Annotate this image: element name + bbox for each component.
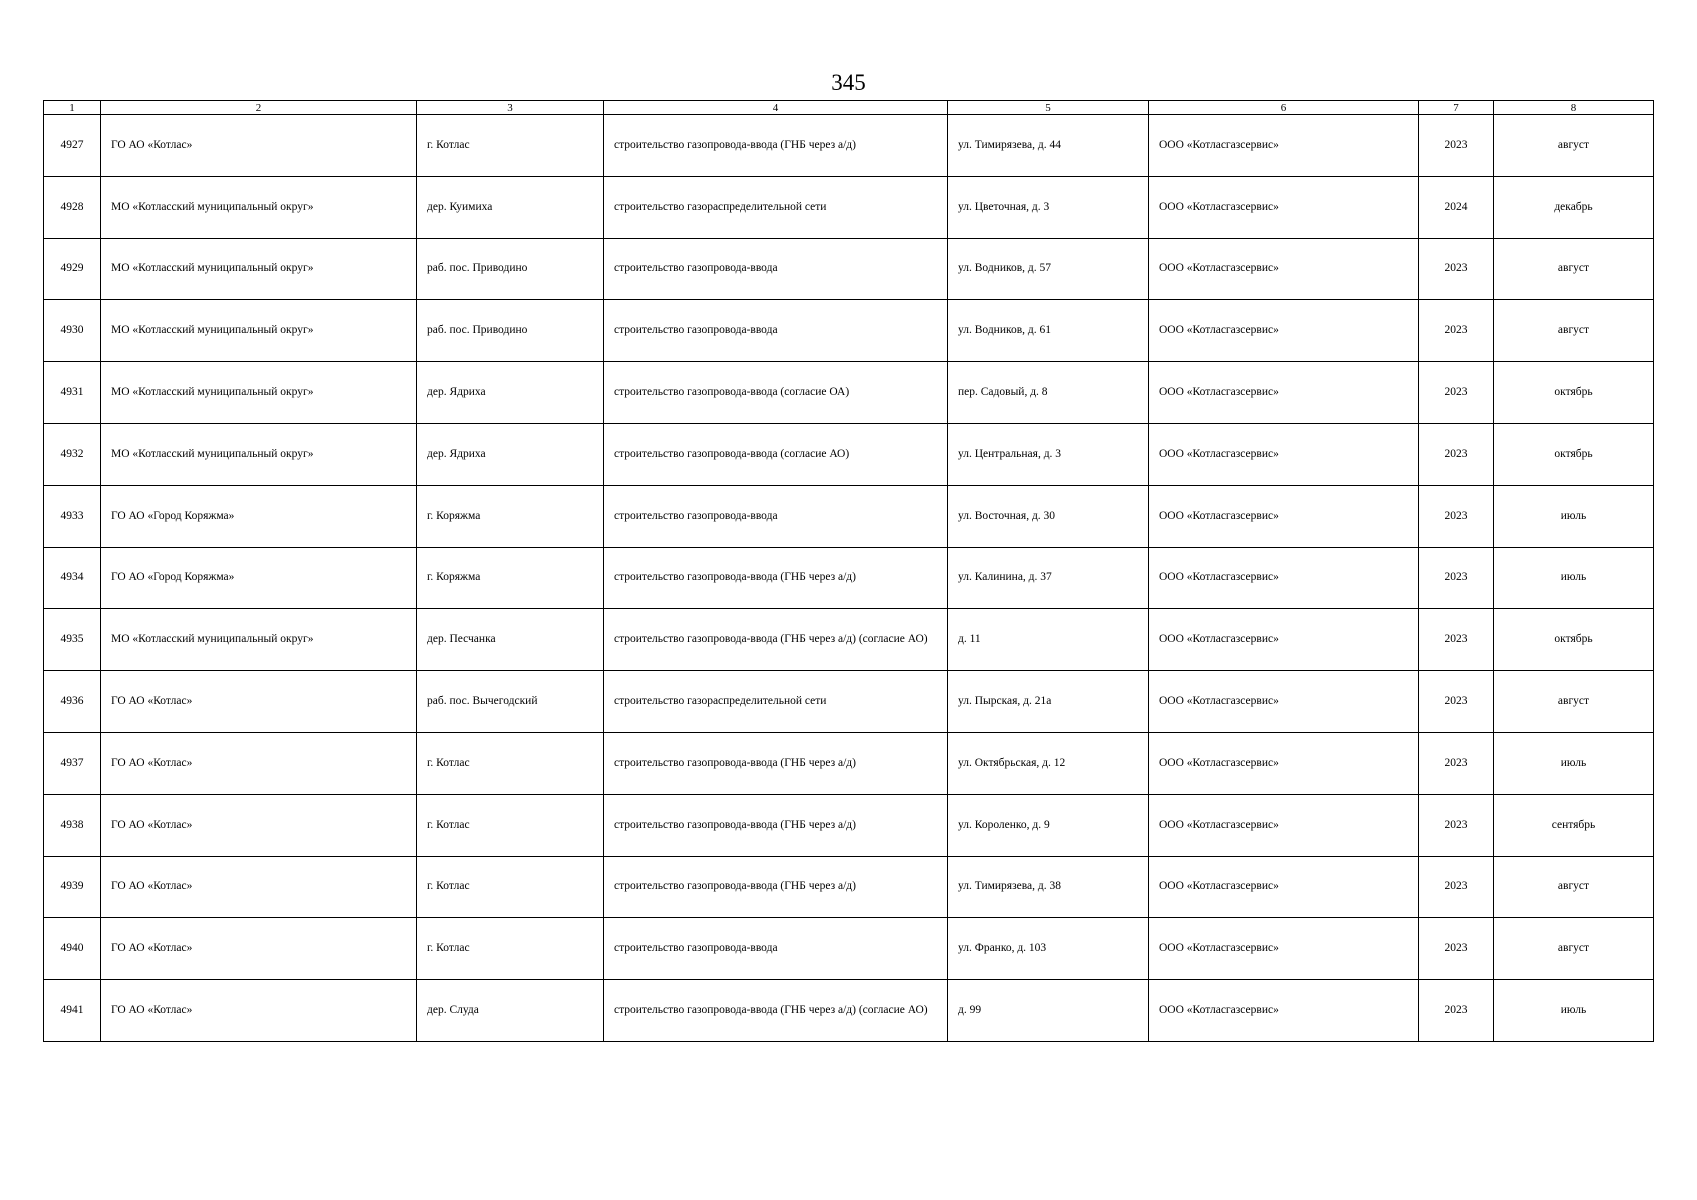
row-number-cell: 4939 xyxy=(44,856,101,918)
address-cell: ул. Короленко, д. 9 xyxy=(948,794,1149,856)
month-cell: август xyxy=(1494,918,1654,980)
locality-cell: г. Коряжма xyxy=(417,547,604,609)
table-row xyxy=(44,980,1654,1042)
year-cell: 2023 xyxy=(1419,856,1494,918)
locality-cell: дер. Песчанка xyxy=(417,609,604,671)
work-description-cell: строительство газопровода-ввода (ГНБ через а/д) (согласие АО) xyxy=(604,980,948,1042)
organization-cell: ООО «Котласгазсервис» xyxy=(1149,176,1419,238)
organization-cell: ООО «Котласгазсервис» xyxy=(1149,115,1419,177)
municipality-cell: МО «Котласский муниципальный округ» xyxy=(101,362,417,424)
work-description-cell: строительство газораспределительной сети xyxy=(604,671,948,733)
year-cell: 2024 xyxy=(1419,176,1494,238)
locality-cell: г. Котлас xyxy=(417,115,604,177)
municipality-cell: МО «Котласский муниципальный округ» xyxy=(101,423,417,485)
locality-cell: г. Котлас xyxy=(417,856,604,918)
address-cell: д. 99 xyxy=(948,980,1149,1042)
table-row xyxy=(44,732,1654,794)
organization-cell: ООО «Котласгазсервис» xyxy=(1149,856,1419,918)
year-cell: 2023 xyxy=(1419,238,1494,300)
work-description-cell: строительство газораспределительной сети xyxy=(604,176,948,238)
locality-cell: г. Котлас xyxy=(417,732,604,794)
organization-cell: ООО «Котласгазсервис» xyxy=(1149,485,1419,547)
locality-cell: г. Котлас xyxy=(417,918,604,980)
table-row xyxy=(44,423,1654,485)
address-cell: ул. Водников, д. 57 xyxy=(948,238,1149,300)
table-row xyxy=(44,300,1654,362)
locality-cell: дер. Куимиха xyxy=(417,176,604,238)
municipality-cell: МО «Котласский муниципальный округ» xyxy=(101,238,417,300)
locality-cell: раб. пос. Приводино xyxy=(417,300,604,362)
row-number-cell: 4935 xyxy=(44,609,101,671)
month-cell: сентябрь xyxy=(1494,794,1654,856)
table-row xyxy=(44,609,1654,671)
work-description-cell: строительство газопровода-ввода (ГНБ через а/д) xyxy=(604,732,948,794)
municipality-cell: МО «Котласский муниципальный округ» xyxy=(101,300,417,362)
organization-cell: ООО «Котласгазсервис» xyxy=(1149,609,1419,671)
organization-cell: ООО «Котласгазсервис» xyxy=(1149,300,1419,362)
address-cell: пер. Садовый, д. 8 xyxy=(948,362,1149,424)
table-row xyxy=(44,115,1654,177)
table-row xyxy=(44,547,1654,609)
municipality-cell: ГО АО «Котлас» xyxy=(101,794,417,856)
locality-cell: раб. пос. Приводино xyxy=(417,238,604,300)
column-header-6: 6 xyxy=(1149,101,1419,115)
year-cell: 2023 xyxy=(1419,609,1494,671)
year-cell: 2023 xyxy=(1419,794,1494,856)
municipality-cell: ГО АО «Котлас» xyxy=(101,732,417,794)
organization-cell: ООО «Котласгазсервис» xyxy=(1149,547,1419,609)
table-row xyxy=(44,856,1654,918)
municipality-cell: ГО АО «Котлас» xyxy=(101,980,417,1042)
row-number-cell: 4940 xyxy=(44,918,101,980)
work-description-cell: строительство газопровода-ввода (согласие ОА) xyxy=(604,362,948,424)
column-header-8: 8 xyxy=(1494,101,1654,115)
column-header-7: 7 xyxy=(1419,101,1494,115)
table-row xyxy=(44,671,1654,733)
work-description-cell: строительство газопровода-ввода (ГНБ через а/д) xyxy=(604,115,948,177)
page-number: 345 xyxy=(831,70,866,95)
table-row xyxy=(44,238,1654,300)
year-cell: 2023 xyxy=(1419,485,1494,547)
year-cell: 2023 xyxy=(1419,547,1494,609)
address-cell: ул. Франко, д. 103 xyxy=(948,918,1149,980)
address-cell: ул. Пырская, д. 21а xyxy=(948,671,1149,733)
year-cell: 2023 xyxy=(1419,732,1494,794)
row-number-cell: 4933 xyxy=(44,485,101,547)
address-cell: ул. Центральная, д. 3 xyxy=(948,423,1149,485)
gasification-table xyxy=(43,100,1654,1042)
row-number-cell: 4932 xyxy=(44,423,101,485)
year-cell: 2023 xyxy=(1419,362,1494,424)
month-cell: декабрь xyxy=(1494,176,1654,238)
row-number-cell: 4941 xyxy=(44,980,101,1042)
year-cell: 2023 xyxy=(1419,423,1494,485)
table-row xyxy=(44,794,1654,856)
organization-cell: ООО «Котласгазсервис» xyxy=(1149,362,1419,424)
organization-cell: ООО «Котласгазсервис» xyxy=(1149,794,1419,856)
month-cell: август xyxy=(1494,300,1654,362)
month-cell: октябрь xyxy=(1494,423,1654,485)
municipality-cell: МО «Котласский муниципальный округ» xyxy=(101,176,417,238)
column-header-5: 5 xyxy=(948,101,1149,115)
work-description-cell: строительство газопровода-ввода (ГНБ через а/д) xyxy=(604,856,948,918)
municipality-cell: ГО АО «Котлас» xyxy=(101,115,417,177)
work-description-cell: строительство газопровода-ввода xyxy=(604,238,948,300)
table-row xyxy=(44,362,1654,424)
work-description-cell: строительство газопровода-ввода xyxy=(604,300,948,362)
month-cell: август xyxy=(1494,115,1654,177)
organization-cell: ООО «Котласгазсервис» xyxy=(1149,238,1419,300)
locality-cell: раб. пос. Вычегодский xyxy=(417,671,604,733)
organization-cell: ООО «Котласгазсервис» xyxy=(1149,671,1419,733)
address-cell: ул. Калинина, д. 37 xyxy=(948,547,1149,609)
row-number-cell: 4938 xyxy=(44,794,101,856)
row-number-cell: 4934 xyxy=(44,547,101,609)
address-cell: ул. Цветочная, д. 3 xyxy=(948,176,1149,238)
locality-cell: дер. Ядриха xyxy=(417,362,604,424)
address-cell: д. 11 xyxy=(948,609,1149,671)
address-cell: ул. Водников, д. 61 xyxy=(948,300,1149,362)
municipality-cell: МО «Котласский муниципальный округ» xyxy=(101,609,417,671)
organization-cell: ООО «Котласгазсервис» xyxy=(1149,980,1419,1042)
year-cell: 2023 xyxy=(1419,918,1494,980)
column-header-2: 2 xyxy=(101,101,417,115)
table-row xyxy=(44,918,1654,980)
row-number-cell: 4931 xyxy=(44,362,101,424)
table-row xyxy=(44,176,1654,238)
locality-cell: дер. Ядриха xyxy=(417,423,604,485)
column-header-3: 3 xyxy=(417,101,604,115)
month-cell: август xyxy=(1494,238,1654,300)
municipality-cell: ГО АО «Котлас» xyxy=(101,671,417,733)
year-cell: 2023 xyxy=(1419,671,1494,733)
address-cell: ул. Октябрьская, д. 12 xyxy=(948,732,1149,794)
municipality-cell: ГО АО «Котлас» xyxy=(101,918,417,980)
month-cell: август xyxy=(1494,671,1654,733)
table-body xyxy=(44,115,1654,1042)
year-cell: 2023 xyxy=(1419,980,1494,1042)
organization-cell: ООО «Котласгазсервис» xyxy=(1149,732,1419,794)
organization-cell: ООО «Котласгазсервис» xyxy=(1149,918,1419,980)
organization-cell: ООО «Котласгазсервис» xyxy=(1149,423,1419,485)
year-cell: 2023 xyxy=(1419,300,1494,362)
month-cell: июль xyxy=(1494,485,1654,547)
work-description-cell: строительство газопровода-ввода (согласие АО) xyxy=(604,423,948,485)
month-cell: октябрь xyxy=(1494,362,1654,424)
address-cell: ул. Восточная, д. 30 xyxy=(948,485,1149,547)
column-number-row xyxy=(44,101,1654,115)
work-description-cell: строительство газопровода-ввода (ГНБ через а/д) xyxy=(604,794,948,856)
locality-cell: г. Коряжма xyxy=(417,485,604,547)
row-number-cell: 4936 xyxy=(44,671,101,733)
month-cell: июль xyxy=(1494,980,1654,1042)
row-number-cell: 4930 xyxy=(44,300,101,362)
municipality-cell: ГО АО «Город Коряжма» xyxy=(101,547,417,609)
row-number-cell: 4937 xyxy=(44,732,101,794)
municipality-cell: ГО АО «Котлас» xyxy=(101,856,417,918)
table-row xyxy=(44,485,1654,547)
row-number-cell: 4929 xyxy=(44,238,101,300)
month-cell: июль xyxy=(1494,547,1654,609)
month-cell: июль xyxy=(1494,732,1654,794)
work-description-cell: строительство газопровода-ввода xyxy=(604,485,948,547)
work-description-cell: строительство газопровода-ввода (ГНБ через а/д) xyxy=(604,547,948,609)
work-description-cell: строительство газопровода-ввода xyxy=(604,918,948,980)
locality-cell: дер. Слуда xyxy=(417,980,604,1042)
municipality-cell: ГО АО «Город Коряжма» xyxy=(101,485,417,547)
year-cell: 2023 xyxy=(1419,115,1494,177)
row-number-cell: 4927 xyxy=(44,115,101,177)
column-header-4: 4 xyxy=(604,101,948,115)
work-description-cell: строительство газопровода-ввода (ГНБ через а/д) (согласие АО) xyxy=(604,609,948,671)
address-cell: ул. Тимирязева, д. 38 xyxy=(948,856,1149,918)
locality-cell: г. Котлас xyxy=(417,794,604,856)
row-number-cell: 4928 xyxy=(44,176,101,238)
month-cell: октябрь xyxy=(1494,609,1654,671)
month-cell: август xyxy=(1494,856,1654,918)
address-cell: ул. Тимирязева, д. 44 xyxy=(948,115,1149,177)
column-header-1: 1 xyxy=(44,101,101,115)
